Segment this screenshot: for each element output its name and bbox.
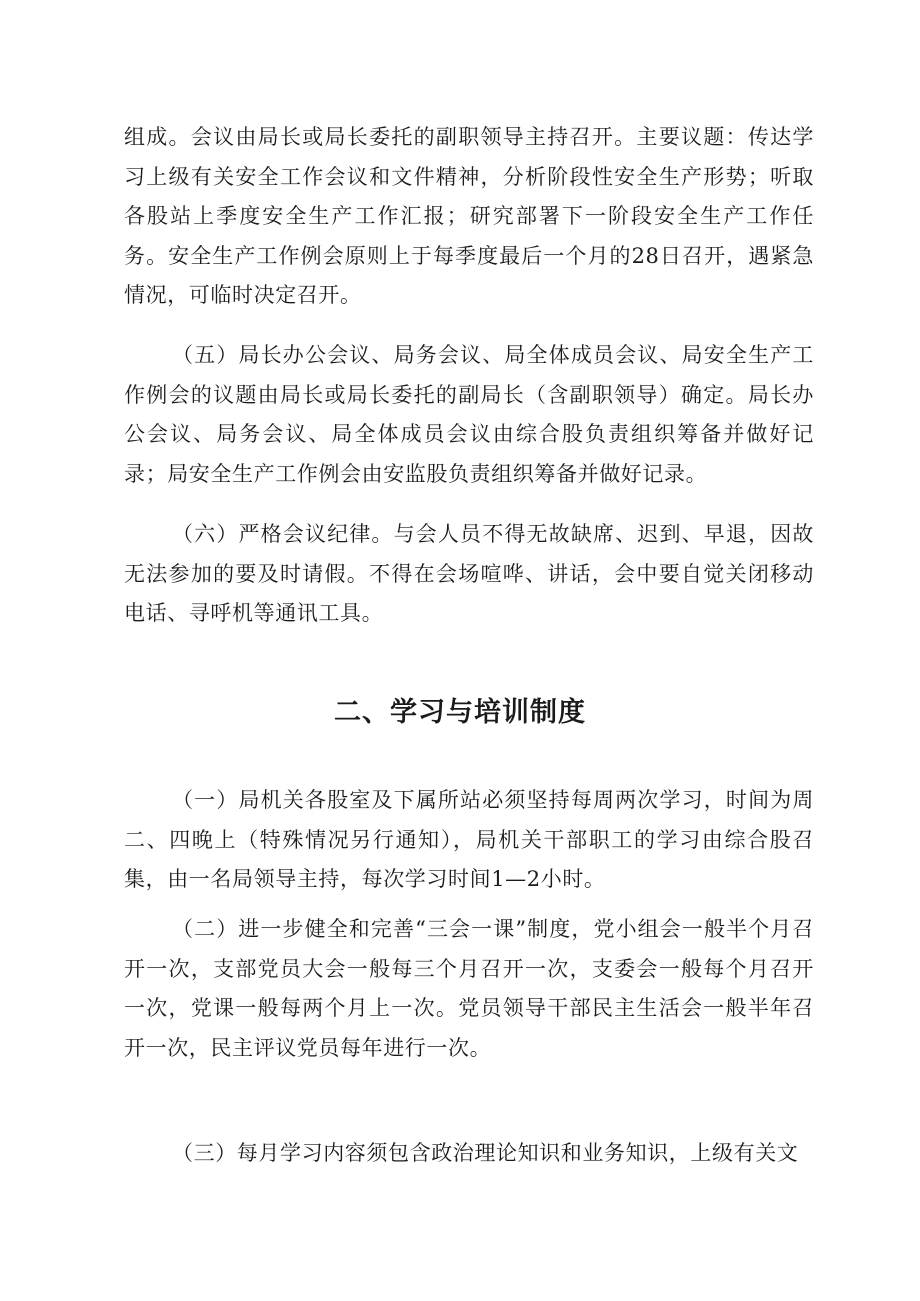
paragraph-study-item-2: （二）进一步健全和完善“三会一课”制度，党小组会一般半个月召开一次，支部党员大会一般每三个月召开一次，支委会一般每个月召开一次，党课一般每两个月上一次。党员领导干部民主生活会一般半年召开一次，民主评议党员每年进行一次。 bbox=[124, 917, 814, 1060]
paragraph-study-item-1: （一）局机关各股室及下属所站必须坚持每周两次学习，时间为周二、四晚上（特殊情况另行通知），局机关干部职工的学习由综合股召集，由一名局领导主持，每次学习时间1—2小时。 bbox=[124, 788, 814, 891]
paragraph-item-6: （六）严格会议纪律。与会人员不得无故缺席、迟到、早退，因故无法参加的要及时请假。不得在会场喧哗、讲话，会中要自觉关闭移动电话、寻呼机等通讯工具。 bbox=[124, 522, 814, 625]
paragraph-meeting-composition: 组成。会议由局长或局长委托的副职领导主持召开。主要议题：传达学习上级有关安全工作会议和文件精神，分析阶段性安全生产形势；听取各股站上季度安全生产工作汇报；研究部署下一阶段安全生产工作任务。安全生产工作例会原则上于每季度最后一个月的28日召开，遇紧急情况，可临时决定召开。 bbox=[124, 125, 814, 307]
section-heading: 二、学习与培训制度 bbox=[334, 697, 586, 728]
paragraph-item-5: （五）局长办公会议、局务会议、局全体成员会议、局安全生产工作例会的议题由局长或局长委托的副局长（含副职领导）确定。局长办公会议、局务会议、局全体成员会议由综合股负责组织筹备并做好记录；局安全生产工作例会由安监股负责组织筹备并做好记录。 bbox=[124, 343, 814, 486]
paragraph-study-item-3: （三）每月学习内容须包含政治理论知识和业务知识，上级有关文 bbox=[172, 1141, 799, 1165]
